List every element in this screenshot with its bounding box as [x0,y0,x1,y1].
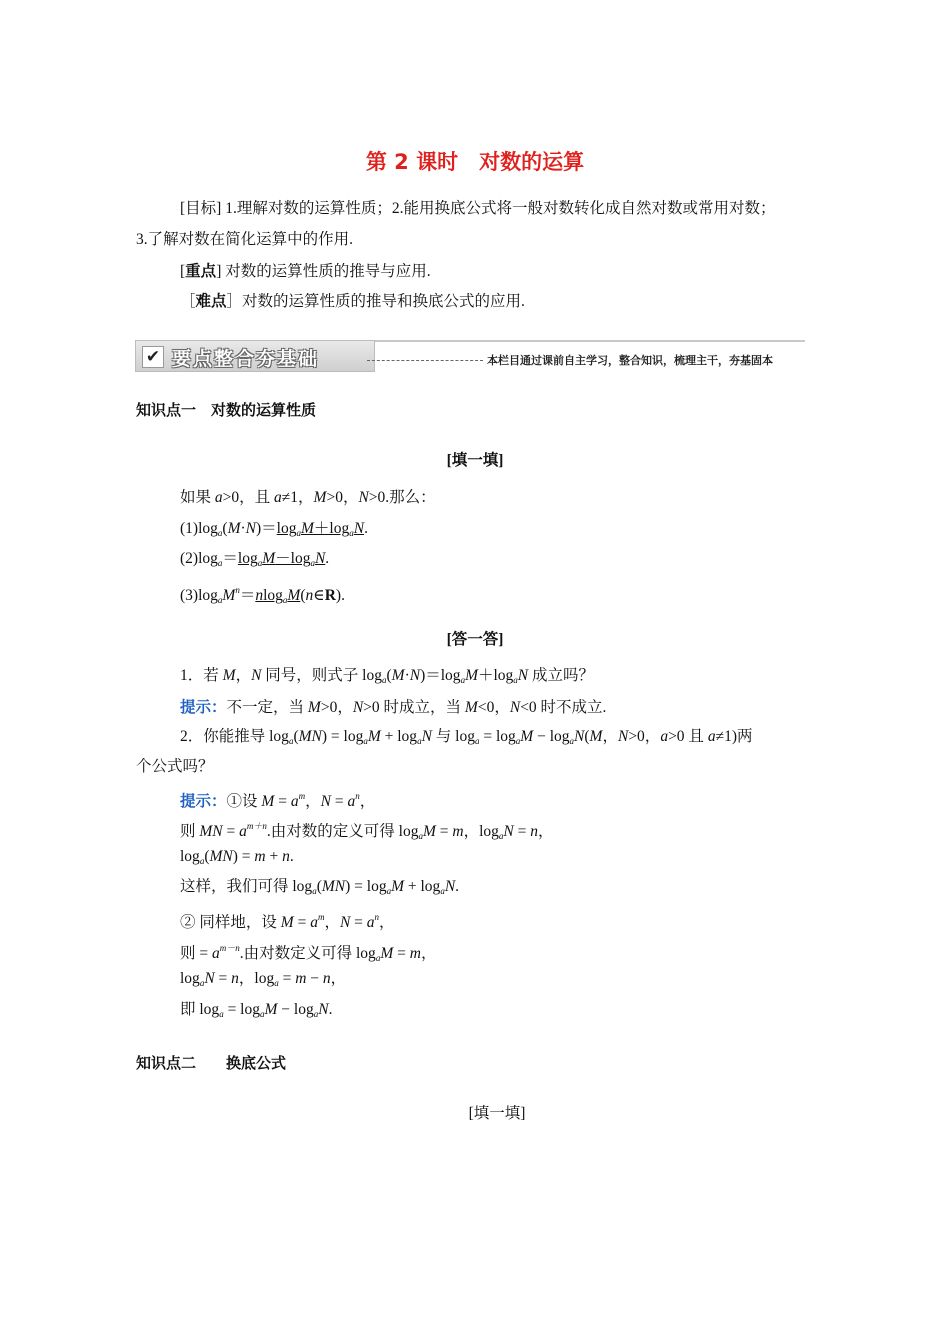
derivation-line-7: 即 $\log_a = \log_aM - \log_aN$. [180,1001,333,1019]
kp2-heading: 知识点二 换底公式 [136,1054,287,1072]
goal-difficulty-line [180,291,525,312]
hint-2: 提示：①设 $M = a^m$，$N = a^n$， [180,791,376,810]
banner-note: 本栏目通过课前自主学习，整合知识，梳理主干，夯基固本 [487,354,773,367]
derivation-line-3: 这样，我们可得 $\log_a(MN) = \log_aM + \log_aN$. [180,878,460,896]
banner-title: 要点整合夯基础 [172,348,320,370]
question-2-cont: 个公式吗？ [136,758,214,775]
kp2-fill-title: [填一填] [468,1105,526,1122]
goal-key-line [180,261,431,282]
section-banner [135,340,805,372]
derivation-line-4: ② 同样地，设 $M = a^m$，$N = a^n$， [180,912,395,931]
kp1-answer-title: [答一答] [446,631,504,648]
formula-power-answer: nlog$_a$M [255,587,301,605]
key-tag: 重点 [185,262,217,280]
question-1: 1．若 M，N 同号，则式子 $\log_a(M\cdot N)=\log_aM+\log_aN$ 成立吗？ [180,667,595,685]
formula-product-answer: $\log_aM+\log_aN$ [276,520,365,538]
difficulty-tag: 难点 [195,292,227,310]
goal-target-line-2: 3.了解对数在简化运算中的作用. [136,231,354,248]
derivation-line-5: 则 = $a^{m-n}$.由对数定义可得 $\log_aM = m$， [180,943,437,963]
derivation-line-1: 则 MN = $a^{m+n}$.由对数的定义可得 $\log_aM = m$，$\log_aN = n$， [180,821,554,841]
formula-power: $(3)\log_aM^n=nlog_aM(n\in R)$. [180,585,345,605]
difficulty-text: ］对数的运算性质的推导和换底公式的应用. [226,293,525,310]
goal-target-line [180,199,775,219]
checkmark-icon: ✔ [142,346,164,368]
target-tag: [目标] [180,200,222,217]
key-bracket: [ [180,263,186,280]
derivation-line-6: $\log_aN = n$，$\log_a = m - n$， [180,970,347,988]
formula-quotient: $(2)\log_a=\log_aM-\log_aN$. [180,550,330,568]
page-title: 第 2 课时 对数的运算 [365,150,585,174]
banner-box [135,340,375,372]
banner-divider [367,360,483,361]
kp1-fill-title: [填一填] [446,452,504,469]
formula-product: $(1)\log_a(M\cdot N)=\log_aM+\log_aN$. [180,520,368,538]
question-2: 2．你能推导 $\log_a(MN) = \log_aM + \log_aN$ 与 $\log_a = \log_aM - \log_aN(M$，N>0，a>0 且 a≠1)两 [180,728,753,746]
kp1-heading: 知识点一 对数的运算性质 [136,401,317,419]
hint-1: 提示：不一定，当 M>0，N>0 时成立，当 M<0，N<0 时不成立. [180,698,607,716]
derivation-line-2: $\log_a(MN) = m + n$. [180,848,294,866]
key-text: ] 对数的运算性质的推导与应用. [216,263,431,280]
kp1-intro: 如果 a>0，且 a≠1，M>0，N>0.那么： [180,489,436,506]
hint-2-tag: 提示： [180,792,227,810]
hint-1-tag: 提示： [180,698,227,716]
target-text: 1.理解对数的运算性质；2.能用换底公式将一般对数转化成自然对数或常用对数； [221,200,776,217]
diff-bracket: ［ [180,293,196,310]
formula-quotient-answer: $\log_aM-\log_aN$ [237,550,326,568]
